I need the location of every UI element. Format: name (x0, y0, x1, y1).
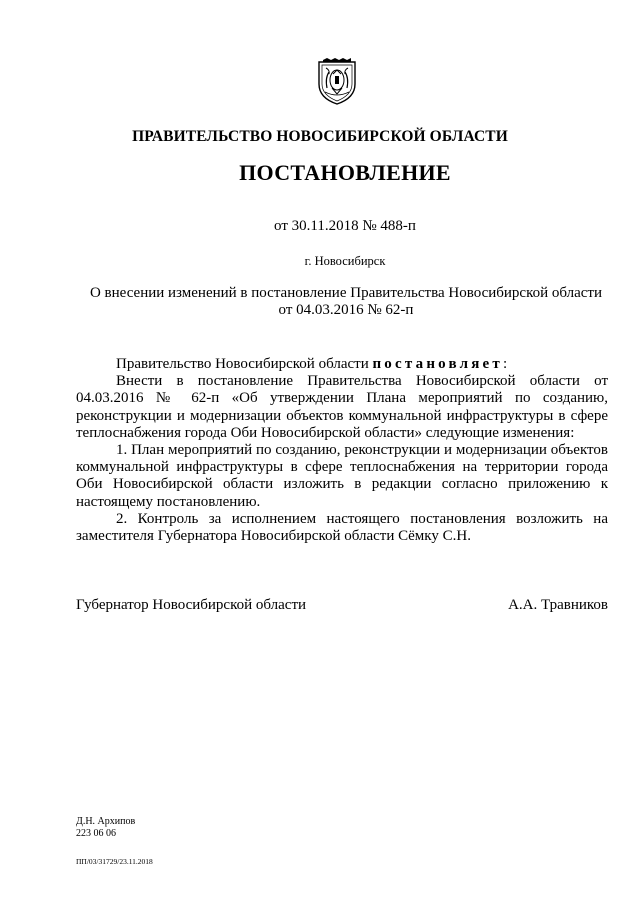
document-number-line: от 30.11.2018 № 488-п (274, 218, 416, 234)
registration-number: ПП/03/31729/23.11.2018 (76, 857, 153, 866)
document-body (76, 356, 608, 545)
issue-city: г. Новосибирск (304, 254, 386, 268)
organization-title: ПРАВИТЕЛЬСТВО НОВОСИБИРСКОЙ ОБЛАСТИ (132, 128, 508, 145)
body-paragraph-1: Внести в постановление Правительства Новосибирской области от 04.03.2016 № 62-п «Об утверждении Плана мероприятий по созданию, реконструкции и модернизации объектов коммунальной инфраструктуры в сфере теплоснабжения города Оби Новосибирской области» следующие изменения: (76, 373, 608, 441)
body-item-1: 1. План мероприятий по созданию, реконструкции и модернизации объектов коммунальной инфраструктуры в сфере теплоснабжения на территории города Оби Новосибирской области изложить в редакции согласно приложению к настоящему постановлению. (76, 442, 608, 510)
executor-block (76, 816, 135, 840)
signatory-name: А.А. Травников (508, 597, 608, 613)
intro-suffix: : (502, 356, 508, 372)
decree-intro (76, 356, 608, 373)
decree-word: постановляет (372, 356, 503, 372)
executor-phone: 223 06 06 (76, 828, 116, 839)
intro-prefix: Правительство Новосибирской области (116, 356, 373, 372)
body-item-2: 2. Контроль за исполнением настоящего постановления возложить на заместителя Губернатора Новосибирской области Сёмку С.Н. (76, 510, 608, 545)
subject-line-2: от 04.03.2016 № 62-п (278, 302, 414, 318)
signatory-role: Губернатор Новосибирской области (76, 597, 307, 613)
executor-name: Д.Н. Архипов (76, 816, 136, 827)
subject-line-1: О внесении изменений в постановление Правительства Новосибирской области (89, 285, 603, 301)
document-subject (66, 285, 626, 319)
coat-of-arms-icon (317, 58, 357, 106)
document-type-title: ПОСТАНОВЛЕНИЕ (239, 160, 451, 185)
